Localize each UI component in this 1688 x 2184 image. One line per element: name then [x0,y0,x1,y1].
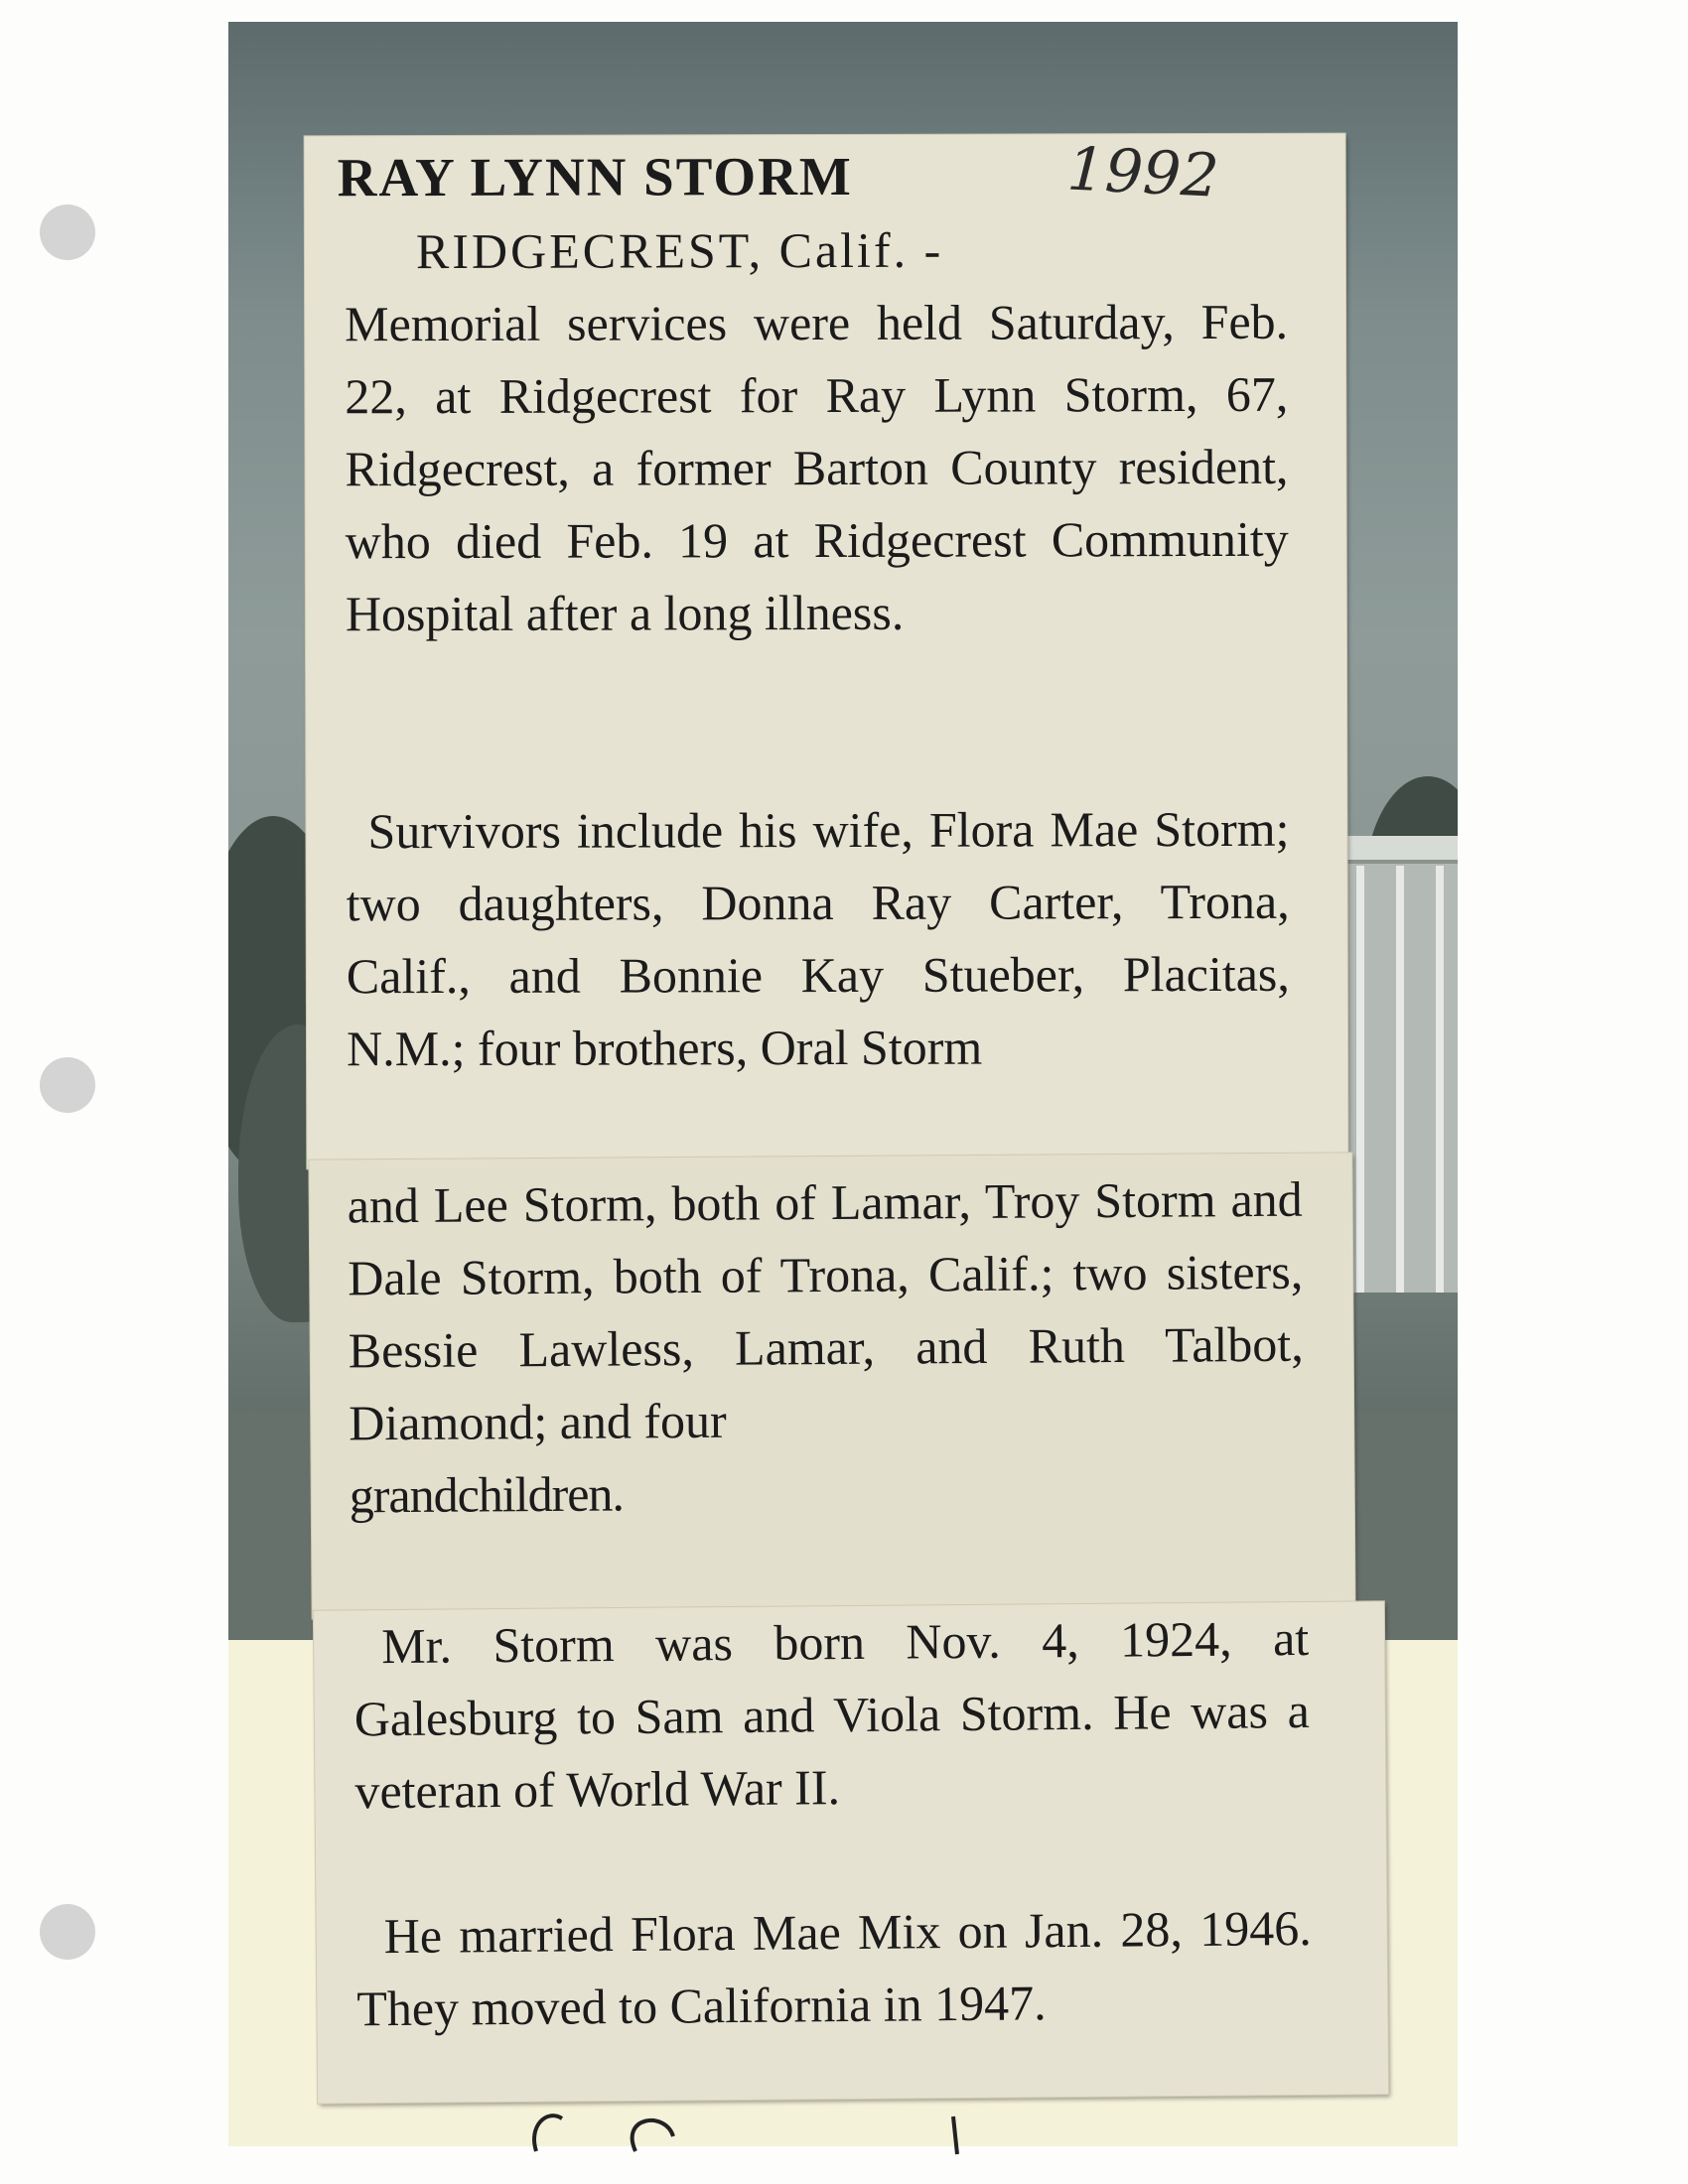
newspaper-clipping-top [305,134,1348,1169]
binder-hole [40,1904,95,1960]
pen-stroke [633,2120,673,2151]
photo-house-column [1356,866,1364,1293]
photo-house-column [1436,866,1444,1293]
obituary-paragraph-survivors-continued: and Lee Storm, both of Lamar, Troy Storm and Dale Storm, both of Trona, Calif.; two sisters, Bessie Lawless, Lamar, and Ruth Talbot, Diamond; and four [347,1170,1304,1451]
newspaper-clipping-bottom [314,1601,1388,2103]
obituary-paragraph-survivors: Survivors include his wife, Flora Mae Storm; two daughters, Donna Ray Carter, Trona, Calif., and Bonnie Kay Stueber, Placitas, N.M.; four brothers, Oral Storm [346,800,1290,1077]
handwritten-year: 1992 [1065,134,1221,211]
pen-stroke [534,2116,562,2151]
obituary-paragraph-marriage: He married Flora Mae Mix on Jan. 28, 1946. They moved to California in 1947. [356,1899,1312,2037]
newspaper-clipping-middle [309,1153,1354,1618]
handwritten-marks [516,2097,1013,2156]
obituary-headline: RAY LYNN STORM [337,145,853,208]
photo-house-column [1396,866,1404,1293]
photo-house [1338,836,1458,1293]
obituary-grandchildren: grandchildren. [349,1465,625,1524]
obituary-paragraph-services: Memorial services were held Saturday, Feb. 22, at Ridgecrest for Ray Lynn Storm, 67, Ridgecrest, a former Barton County resident, who died Feb. 19 at Ridgecrest Community Hospital after a long illness. [345,293,1289,642]
pen-stroke [953,2116,957,2154]
photo-house-roof [1338,836,1458,864]
dateline: RIDGECREST, Calif. - [415,221,944,280]
binder-hole [40,205,95,260]
binder-hole [40,1057,95,1113]
obituary-paragraph-birth: Mr. Storm was born Nov. 4, 1924, at Galesburg to Sam and Viola Storm. He was a veteran of World War II. [353,1609,1311,1820]
